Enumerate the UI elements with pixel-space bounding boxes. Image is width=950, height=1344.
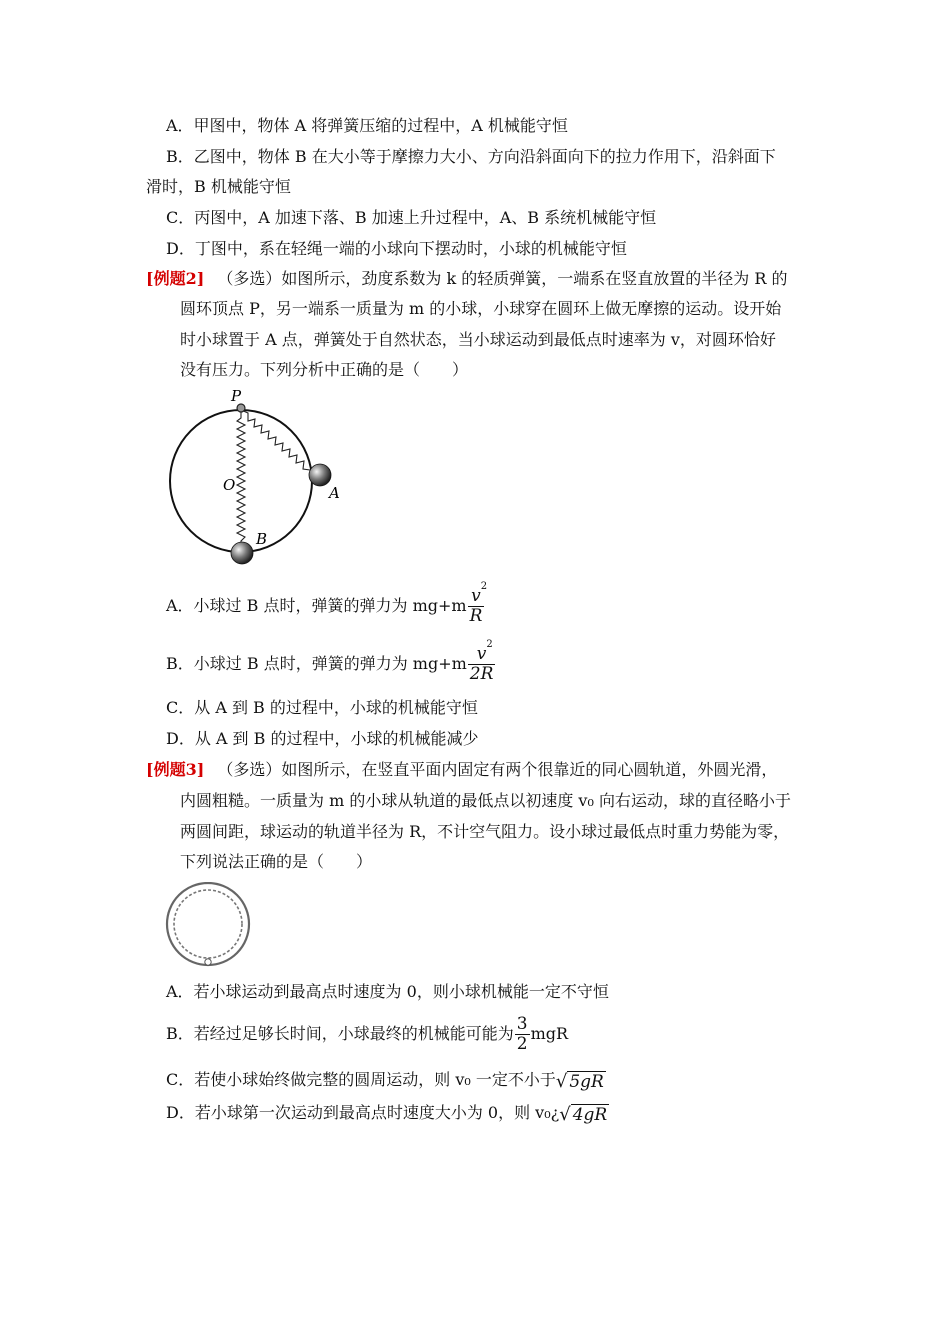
example3-stem-4: 下列说法正确的是（ ） [180, 852, 373, 871]
example3-figure [164, 882, 256, 970]
example2-stem-1: （多选）如图所示，劲度系数为 k 的轻质弹簧，一端系在竖直放置的半径为 R 的 [217, 269, 788, 288]
example2-option-a-text: A．小球过 B 点时，弹簧的弹力为 mg+m [166, 596, 467, 615]
frac-numerator: v [476, 644, 487, 664]
q1-option-d: D．丁图中，系在轻绳一端的小球向下摆动时，小球的机械能守恒 [166, 239, 627, 258]
example2-tag: [例题2] [146, 269, 205, 288]
example3-option-b [166, 1012, 568, 1056]
small-ball [205, 959, 211, 965]
example2-figure [160, 386, 350, 572]
label-a: A [329, 484, 340, 502]
example2-option-b-text: B．小球过 B 点时，弹簧的弹力为 mg+m [166, 654, 467, 673]
frac-numerator: v [471, 586, 481, 606]
sqrt-4gr: √ 4gR [559, 1104, 608, 1125]
sqrt-5gr: √ 5gR [555, 1071, 604, 1092]
radicand: 4gR [572, 1105, 608, 1125]
example3-option-b-suffix: mgR [530, 1024, 569, 1043]
q1-option-b-line2: 滑时，B 机械能守恒 [146, 177, 291, 196]
example3-stem-1: （多选）如图所示，在竖直平面内固定有两个很靠近的同心圆轨道，外圆光滑， [217, 760, 778, 779]
example3-tag: [例题3] [146, 760, 205, 779]
spring-pb [237, 410, 245, 548]
example2-option-c: C．从 A 到 B 的过程中，小球的机械能守恒 [166, 698, 478, 717]
frac-exponent: 2 [480, 581, 488, 592]
example2-stem-3: 时小球置于 A 点，弹簧处于自然状态，当小球运动到最低点时速率为 v，对圆环恰好 [180, 330, 776, 349]
frac-denominator: 2R [469, 664, 494, 684]
ball-a [309, 464, 331, 486]
q1-option-c: C．丙图中，A 加速下落、B 加速上升过程中，A、B 系统机械能守恒 [166, 208, 657, 227]
example3-stem-2: 内圆粗糙。一质量为 m 的小球从轨道的最低点以初速度 v₀ 向右运动，球的直径略小于 [180, 791, 791, 810]
inner-track [174, 890, 242, 958]
example2-option-a [166, 581, 488, 630]
example3-option-c [166, 1069, 606, 1093]
pivot-p [237, 404, 245, 412]
radicand: 5gR [569, 1072, 604, 1092]
example3-option-b-text: B．若经过足够长时间，小球最终的机械能可能为 [166, 1024, 514, 1043]
example2-option-b [166, 640, 496, 688]
fraction-v2-over-r [468, 581, 488, 626]
example2-first-line [146, 268, 787, 290]
example2-stem-2: 圆环顶点 P，另一端系一质量为 m 的小球，小球穿在圆环上做无摩擦的运动。设开始 [180, 299, 782, 318]
example3-option-c-text: C．若使小球始终做完整的圆周运动，则 v₀ 一定不小于 [166, 1070, 556, 1089]
example2-stem-4: 没有压力。下列分析中正确的是（ ） [180, 360, 469, 379]
fraction-v2-over-2r [468, 639, 496, 684]
frac-denominator: 2 [516, 1034, 528, 1054]
example3-option-a: A．若小球运动到最高点时速度为 0，则小球机械能一定不守恒 [166, 982, 609, 1001]
example3-option-d-text: D．若小球第一次运动到最高点时速度大小为 0，则 v₀¿ [166, 1103, 560, 1122]
label-p: P [231, 387, 242, 405]
example3-option-d [166, 1102, 609, 1126]
spring-pa [241, 410, 318, 474]
label-b: B [256, 530, 268, 548]
ball-b [231, 542, 253, 564]
q1-option-a: A．甲图中，物体 A 将弹簧压缩的过程中，A 机械能守恒 [166, 116, 568, 135]
example3-stem-3: 两圆间距，球运动的轨道半径为 R，不计空气阻力。设小球过最低点时重力势能为零， [180, 822, 790, 841]
frac-exponent: 2 [486, 639, 493, 650]
q1-option-b-line1: B．乙图中，物体 B 在大小等于摩擦力大小、方向沿斜面向下的拉力作用下，沿斜面下 [166, 147, 776, 166]
outer-track [167, 883, 249, 965]
label-o: O [223, 476, 236, 494]
frac-denominator: R [469, 606, 483, 626]
fraction-3-over-2 [515, 1016, 530, 1053]
example2-option-d: D．从 A 到 B 的过程中，小球的机械能减少 [166, 729, 479, 748]
example3-first-line [146, 759, 777, 781]
frac-numerator: 3 [516, 1014, 528, 1034]
